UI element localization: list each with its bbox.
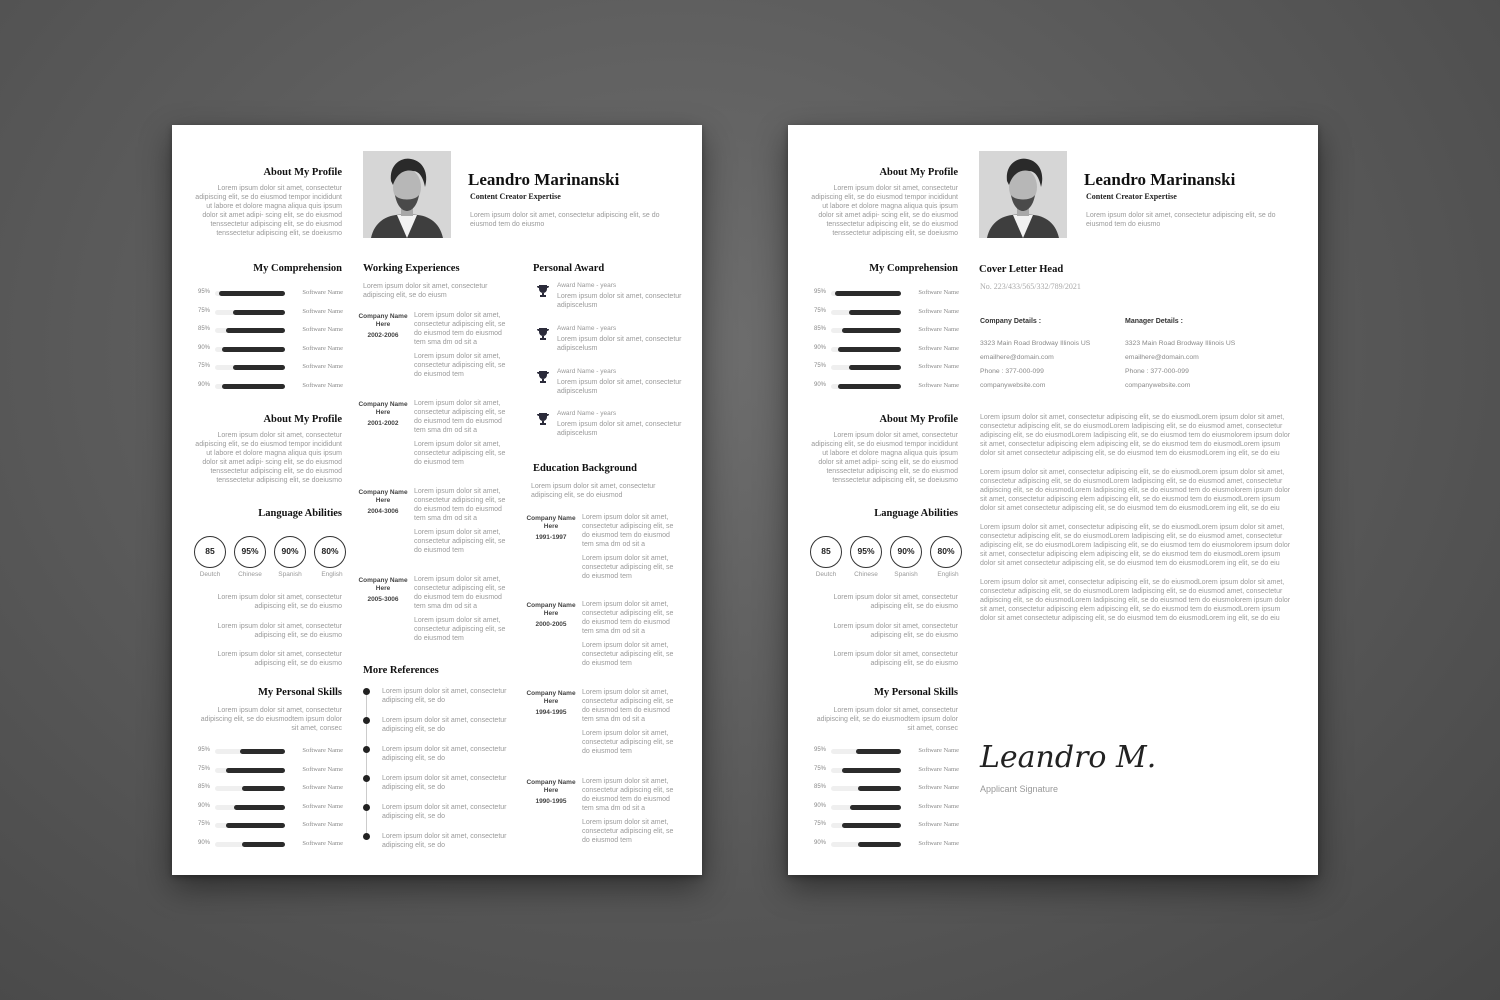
candidate-name: Leandro Marinanski: [468, 170, 620, 189]
skill-percent: 90%: [198, 802, 211, 809]
skill-percent: 90%: [814, 839, 827, 846]
skill-bar-track: [215, 805, 285, 810]
skill-percent: 75%: [814, 821, 827, 827]
award-text-3: Lorem ipsum dolor sit amet, consectetur adipiscelusm: [557, 379, 682, 395]
skill-bar-track: [215, 365, 285, 370]
company-phone: Phone : 377-000-099: [980, 368, 1044, 375]
language-note-2: Lorem ipsum dolor sit amet, consectetur adipiscing elit, se do eiusmo: [217, 623, 342, 639]
skill-bar: [222, 384, 285, 389]
experience-para-2a: Lorem ipsum dolor sit amet, consectetur adipiscing elit, se do eiusmod tem do eiusmod tem sma dm od sit a: [414, 400, 506, 434]
skill-bar-track: [831, 823, 901, 828]
skill-row: [814, 344, 959, 354]
skill-software-name: Software Name: [302, 326, 343, 333]
skill-software-name: Software Name: [918, 784, 959, 791]
education-para-3b: Lorem ipsum dolor sit amet, consectetur adipiscing elit, se do eiusmod tem: [582, 730, 674, 755]
skill-software-name: Software Name: [918, 326, 959, 333]
experience-years-4: 2005-3006: [367, 596, 399, 603]
experience-company-2: [358, 401, 408, 428]
experience-company-3: [358, 489, 408, 516]
language-score-1: 85: [810, 536, 842, 568]
skill-software-name: Software Name: [918, 747, 959, 754]
skill-software-name: Software Name: [918, 821, 959, 828]
experience-years-2: 2001-2002: [367, 420, 399, 427]
candidate-subtitle: Content Creator Expertise: [1086, 192, 1177, 201]
trophy-icon: [536, 370, 550, 384]
comprehension-title: My Comprehension: [869, 263, 958, 274]
candidate-subtitle: Content Creator Expertise: [470, 192, 561, 201]
award-3: [557, 368, 682, 396]
language-score-2: 95%: [850, 536, 882, 568]
language-score-3: 90%: [890, 536, 922, 568]
education-desc-2: [582, 600, 680, 673]
skill-percent: 90%: [814, 344, 827, 351]
manager-details: [1125, 315, 1275, 393]
skill-bar-track: [831, 328, 901, 333]
education-company-name-1: Company Name Here: [526, 515, 576, 530]
company-address: 3323 Main Road Brodway Illinois US: [980, 340, 1091, 347]
about-profile-text-2: Lorem ipsum dolor sit amet, consectetur adipiscing elit, se do eiusmod tempor incididunt ut labore et dolore magna aliqua quis ipsum dolor sit amet adipi- scing elit, se do eiusmod tenssectetur adipiscing elit, se do eiusmod tenssectetur adipiscing elit, se doeiusmo: [195, 432, 342, 484]
skill-percent: 75%: [198, 821, 211, 827]
intro-text: Lorem ipsum dolor sit amet, consectetur adipiscing elit, se do eiusmod tem do eiusmo: [470, 212, 660, 228]
skill-software-name: Software Name: [302, 289, 343, 296]
signature-label: Applicant Signature: [980, 784, 1059, 794]
experience-company-name-1: Company Name Here: [358, 313, 408, 328]
language-name-2: Chinese: [854, 571, 878, 578]
skill-bar: [222, 347, 285, 352]
about-profile-title-2: About My Profile: [879, 414, 958, 425]
skill-percent: 85%: [198, 326, 211, 332]
experience-para-4b: Lorem ipsum dolor sit amet, consectetur adipiscing elit, se do eiusmod tem: [414, 617, 506, 642]
skill-percent: 90%: [814, 381, 827, 388]
language-note-2: Lorem ipsum dolor sit amet, consectetur adipiscing elit, se do eiusmo: [833, 623, 958, 639]
skill-bar: [234, 805, 285, 810]
language-note-3: Lorem ipsum dolor sit amet, consectetur adipiscing elit, se do eiusmo: [833, 651, 958, 667]
skill-row: [814, 802, 959, 812]
reference-5: Lorem ipsum dolor sit amet, consectetur adipiscing elit, se do: [382, 804, 507, 820]
cover-paragraph-3: Lorem ipsum dolor sit amet, consectetur adipiscing elit, se do eiusmodLorem ipsum dolor sit amet, consectetur adipiscing elit, se do eiusmodLorem Iadipiscing elit, se do eiusmod amet, consectetur adipiscing elit, se do eiusmodLorem Iadipiscing elit, se do eiusmod tem do eiusmolorem ipsum dolor sit amet, consectetur adipiscing elem adipiscing elit, se do eiusmod tem do eiusmodLorem ipsum dolor sit amet consectetur adipiscing elit, se do eiusmod tem do eiusmodLorem ing elit, se do eiu: [980, 524, 1291, 567]
resume-page: [172, 125, 702, 875]
manager-details-label: Manager Details :: [1125, 318, 1183, 325]
skill-row: [198, 362, 343, 372]
trophy-icon: [536, 284, 550, 298]
reference-1: Lorem ipsum dolor sit amet, consectetur adipiscing elit, se do: [382, 688, 507, 704]
skill-percent: 75%: [814, 765, 827, 772]
skill-bar: [835, 291, 902, 296]
skill-bar-track: [215, 749, 285, 754]
award-text-4: Lorem ipsum dolor sit amet, consectetur adipiscelusm: [557, 421, 682, 437]
skill-software-name: Software Name: [302, 784, 343, 791]
about-profile-title: About My Profile: [263, 167, 342, 178]
education-company-2: [526, 602, 576, 629]
education-years-2: 2000-2005: [535, 621, 567, 628]
skill-row: [198, 325, 343, 335]
skill-percent: 90%: [198, 344, 211, 351]
skill-bar: [240, 749, 286, 754]
skill-bar: [242, 842, 285, 847]
skill-row: [198, 839, 343, 849]
skill-bar: [858, 842, 901, 847]
cover-paragraph-2: Lorem ipsum dolor sit amet, consectetur adipiscing elit, se do eiusmodLorem ipsum dolor sit amet, consectetur adipiscing elit, se do eiusmodLorem Iadipiscing elit, se do eiusmod amet, consectetur adipiscing elit, se do eiusmodLorem Iadipiscing elit, se do eiusmod tem do eiusmolorem ipsum dolor sit amet, consectetur adipiscing elem adipiscing elit, se do eiusmod tem do eiusmodLorem ipsum dolor sit amet consectetur adipiscing elit, se do eiusmod tem do eiusmodLorem ing elit, se do eiu: [980, 469, 1291, 512]
personal-skills-title: My Personal Skills: [873, 687, 958, 698]
reference-4: Lorem ipsum dolor sit amet, consectetur adipiscing elit, se do: [382, 775, 507, 791]
skill-bar: [219, 291, 286, 296]
skill-software-name: Software Name: [918, 307, 959, 315]
education-para-1b: Lorem ipsum dolor sit amet, consectetur adipiscing elit, se do eiusmod tem: [582, 555, 674, 580]
experience-years-1: 2002-2006: [367, 332, 399, 339]
reference-dot-3: [363, 746, 370, 753]
personal-skills-text: Lorem ipsum dolor sit amet, consectetur adipiscing elit, se do eiusmodtem ipsum dolor sit amet, consec: [816, 707, 958, 732]
skill-software-name: Software Name: [302, 363, 343, 370]
cover-paragraph-4: Lorem ipsum dolor sit amet, consectetur adipiscing elit, se do eiusmodLorem ipsum dolor sit amet, consectetur adipiscing elit, se do eiusmodLorem Iadipiscing elit, se do eiusmod amet, consectetur adipiscing elit, se do eiusmodLorem Iadipiscing elit, se do eiusmod tem do eiusmolorem ipsum dolor sit amet, consectetur adipiscing elem adipiscing elit, se do eiusmod tem do eiusmodLorem ipsum dolor sit amet consectetur adipiscing elit, se do eiusmod tem do eiusmodLorem ing elit, se do eiu: [980, 579, 1291, 622]
reference-3: Lorem ipsum dolor sit amet, consectetur adipiscing elit, se do: [382, 746, 507, 762]
skill-bar-track: [215, 768, 285, 773]
skill-row: [814, 783, 959, 793]
intro-text: Lorem ipsum dolor sit amet, consectetur adipiscing elit, se do eiusmod tem do eiusmo: [1086, 212, 1276, 228]
experience-para-3b: Lorem ipsum dolor sit amet, consectetur adipiscing elit, se do eiusmod tem: [414, 529, 506, 554]
skill-row: [814, 325, 959, 335]
experience-years-3: 2004-3006: [367, 508, 399, 515]
skill-bar: [858, 786, 901, 791]
skill-row: [814, 288, 959, 298]
skill-percent: 95%: [814, 747, 827, 753]
skill-bar: [838, 384, 901, 389]
skill-bar: [233, 365, 286, 370]
cover-letter-body: [980, 413, 1296, 633]
language-name-3: Spanish: [894, 571, 918, 578]
manager-address: 3323 Main Road Brodway Illinois US: [1125, 340, 1236, 347]
reference-dot-6: [363, 833, 370, 840]
skill-percent: 95%: [198, 747, 211, 753]
skill-software-name: Software Name: [918, 344, 959, 352]
skill-bar: [838, 347, 901, 352]
experience-company-name-2: Company Name Here: [358, 401, 408, 416]
cover-letter-number: No. 223/433/565/332/789/2021: [980, 282, 1081, 291]
skill-row: [198, 802, 343, 812]
cover-letter-title: Cover Letter Head: [979, 264, 1064, 275]
skill-row: [814, 381, 959, 391]
skill-software-name: Software Name: [918, 381, 959, 389]
skill-software-name: Software Name: [918, 765, 959, 773]
experience-desc-2: [414, 399, 512, 472]
education-company-name-2: Company Name Here: [526, 602, 576, 617]
skill-bar-track: [215, 384, 285, 389]
skill-percent: 95%: [814, 289, 827, 295]
skill-row: [198, 783, 343, 793]
about-profile-text: Lorem ipsum dolor sit amet, consectetur adipiscing elit, se do eiusmod tempor incididunt ut labore et dolore magna aliqua quis ipsum dolor sit amet adipi- scing elit, se do eiusmod tenssectetur adipiscing elit, se do eiusmod tenssectetur adipiscing elit, se doeiusmo: [195, 185, 342, 237]
skill-row: [198, 307, 343, 317]
skill-bar: [849, 365, 902, 370]
award-text-1: Lorem ipsum dolor sit amet, consectetur adipiscelusm: [557, 293, 682, 309]
reference-dot-5: [363, 804, 370, 811]
about-profile-title: About My Profile: [879, 167, 958, 178]
skill-bar-track: [215, 291, 285, 296]
company-email: emailhere@domain.com: [980, 354, 1054, 361]
skill-bar-track: [215, 328, 285, 333]
skill-row: [814, 307, 959, 317]
reference-dot-4: [363, 775, 370, 782]
experience-title: Working Experiences: [363, 263, 460, 274]
skill-bar: [242, 786, 285, 791]
skill-bar: [226, 768, 286, 773]
skill-bar-track: [215, 786, 285, 791]
skill-bar: [849, 310, 902, 315]
skill-percent: 95%: [198, 289, 211, 295]
language-name-1: Deutch: [199, 571, 221, 578]
experience-desc-1: [414, 311, 512, 384]
education-intro: Lorem ipsum dolor sit amet, consectetur adipiscing elit, se do eiusmod: [531, 483, 656, 499]
education-company-1: [526, 515, 576, 542]
language-note-1: Lorem ipsum dolor sit amet, consectetur adipiscing elit, se do eiusmo: [833, 594, 958, 610]
references-timeline: [366, 691, 367, 836]
education-desc-1: [582, 513, 680, 586]
skill-percent: 75%: [814, 307, 827, 314]
experience-company-name-3: Company Name Here: [358, 489, 408, 504]
education-para-4a: Lorem ipsum dolor sit amet, consectetur adipiscing elit, se do eiusmod tem do eiusmod tem sma dm od sit a: [582, 778, 674, 812]
cover-paragraph-1: Lorem ipsum dolor sit amet, consectetur adipiscing elit, se do eiusmodLorem ipsum dolor sit amet, consectetur adipiscing elit, se do eiusmodLorem Iadipiscing elit, se do eiusmod amet, consectetur adipiscing elit, se do eiusmodLorem Iadipiscing elit, se do eiusmod tem do eiusmolorem ipsum dolor sit amet, consectetur adipiscing elem adipiscing elit, se do eiusmod tem do eiusmodLorem ipsum dolor sit amet consectetur adipiscing elit, se do eiusmod tem do eiusmodLorem ing elit, se do eiu: [980, 414, 1291, 457]
skill-percent: 85%: [814, 784, 827, 790]
language-note-1: Lorem ipsum dolor sit amet, consectetur adipiscing elit, se do eiusmo: [217, 594, 342, 610]
experience-company-1: [358, 313, 408, 340]
education-years-3: 1994-1995: [535, 709, 567, 716]
award-name-3: Award Name - years: [557, 368, 617, 375]
trophy-icon: [536, 412, 550, 426]
language-name-4: English: [937, 571, 959, 578]
manager-email: emailhere@domain.com: [1125, 354, 1199, 361]
language-note-3: Lorem ipsum dolor sit amet, consectetur adipiscing elit, se do eiusmo: [217, 651, 342, 667]
skill-bar: [226, 328, 286, 333]
education-company-3: [526, 690, 576, 717]
experience-company-name-4: Company Name Here: [358, 577, 408, 592]
skill-row: [814, 362, 959, 372]
experience-para-3a: Lorem ipsum dolor sit amet, consectetur adipiscing elit, se do eiusmod tem do eiusmod tem sma dm od sit a: [414, 488, 506, 522]
award-2: [557, 325, 682, 353]
award-text-2: Lorem ipsum dolor sit amet, consectetur adipiscelusm: [557, 336, 682, 352]
reference-dot-2: [363, 717, 370, 724]
skill-bar-track: [215, 347, 285, 352]
manager-website: companywebsite.com: [1125, 382, 1191, 389]
skill-software-name: Software Name: [302, 747, 343, 754]
award-name-4: Award Name - years: [557, 410, 617, 417]
reference-dot-1: [363, 688, 370, 695]
language-score-4: 80%: [314, 536, 346, 568]
manager-phone: Phone : 377-000-099: [1125, 368, 1189, 375]
skill-software-name: Software Name: [302, 821, 343, 828]
award-name-1: Award Name - years: [557, 282, 617, 289]
company-details: [980, 315, 1120, 393]
skill-row: [198, 288, 343, 298]
skill-percent: 75%: [198, 363, 211, 369]
experience-para-4a: Lorem ipsum dolor sit amet, consectetur adipiscing elit, se do eiusmod tem do eiusmod tem sma dm od sit a: [414, 576, 506, 610]
skill-bar: [850, 805, 901, 810]
language-name-3: Spanish: [278, 571, 302, 578]
comprehension-title: My Comprehension: [253, 263, 342, 274]
education-company-4: [526, 779, 576, 806]
about-profile-text: Lorem ipsum dolor sit amet, consectetur adipiscing elit, se do eiusmod tempor incididunt ut labore et dolore magna aliqua quis ipsum dolor sit amet adipi- scing elit, se do eiusmod tenssectetur adipiscing elit, se do eiusmod tenssectetur adipiscing elit, se doeiusmo: [811, 185, 958, 237]
personal-skills-text: Lorem ipsum dolor sit amet, consectetur adipiscing elit, se do eiusmodtem ipsum dolor sit amet, consec: [200, 707, 342, 732]
reference-6: Lorem ipsum dolor sit amet, consectetur adipiscing elit, se do: [382, 833, 507, 849]
skill-bar-track: [215, 823, 285, 828]
skill-bar-track: [831, 805, 901, 810]
skill-bar-track: [831, 768, 901, 773]
language-title: Language Abilities: [874, 508, 958, 519]
experience-para-2b: Lorem ipsum dolor sit amet, consectetur adipiscing elit, se do eiusmod tem: [414, 441, 506, 466]
language-name-2: Chinese: [238, 571, 262, 578]
language-name-4: English: [321, 571, 343, 578]
experience-intro: Lorem ipsum dolor sit amet, consectetur adipiscing elit, se do eiusm: [363, 283, 488, 299]
skill-bar-track: [831, 365, 901, 370]
education-company-name-3: Company Name Here: [526, 690, 576, 705]
about-profile-title-2: About My Profile: [263, 414, 342, 425]
skill-software-name: Software Name: [918, 289, 959, 296]
skill-software-name: Software Name: [302, 839, 343, 847]
experience-desc-3: [414, 487, 512, 560]
education-para-4b: Lorem ipsum dolor sit amet, consectetur adipiscing elit, se do eiusmod tem: [582, 819, 674, 844]
experience-desc-4: [414, 575, 512, 648]
skill-bar-track: [831, 786, 901, 791]
trophy-icon: [536, 327, 550, 341]
skill-software-name: Software Name: [302, 381, 343, 389]
education-years-1: 1991-1997: [535, 534, 567, 541]
language-score-3: 90%: [274, 536, 306, 568]
skill-bar: [842, 328, 902, 333]
skill-software-name: Software Name: [918, 802, 959, 810]
language-name-1: Deutch: [815, 571, 837, 578]
skill-percent: 75%: [814, 363, 827, 369]
skill-bar: [842, 768, 902, 773]
skill-percent: 90%: [198, 839, 211, 846]
language-score-1: 85: [194, 536, 226, 568]
company-details-label: Company Details :: [980, 318, 1042, 325]
education-para-3a: Lorem ipsum dolor sit amet, consectetur adipiscing elit, se do eiusmod tem do eiusmod tem sma dm od sit a: [582, 689, 674, 723]
language-score-2: 95%: [234, 536, 266, 568]
skill-percent: 90%: [198, 381, 211, 388]
reference-2: Lorem ipsum dolor sit amet, consectetur adipiscing elit, se do: [382, 717, 507, 733]
education-para-2a: Lorem ipsum dolor sit amet, consectetur adipiscing elit, se do eiusmod tem do eiusmod tem sma dm od sit a: [582, 601, 674, 635]
skill-software-name: Software Name: [302, 307, 343, 315]
company-website: companywebsite.com: [980, 382, 1046, 389]
skill-row: [198, 344, 343, 354]
skill-row: [814, 746, 959, 756]
skill-row: [198, 820, 343, 830]
award-1: [557, 282, 682, 310]
skill-software-name: Software Name: [302, 344, 343, 352]
skill-percent: 75%: [198, 307, 211, 314]
skill-percent: 85%: [814, 326, 827, 332]
education-title: Education Background: [533, 463, 637, 474]
education-para-1a: Lorem ipsum dolor sit amet, consectetur adipiscing elit, se do eiusmod tem do eiusmod tem sma dm od sit a: [582, 514, 674, 548]
skill-bar: [233, 310, 286, 315]
education-desc-4: [582, 777, 680, 850]
cover-letter-page: [788, 125, 1318, 875]
skill-bar: [856, 749, 902, 754]
profile-photo: [363, 151, 451, 238]
skill-bar-track: [215, 842, 285, 847]
skill-row: [814, 820, 959, 830]
skill-software-name: Software Name: [918, 839, 959, 847]
skill-bar-track: [831, 384, 901, 389]
skill-bar: [842, 823, 902, 828]
references-title: More References: [363, 665, 439, 676]
skill-bar: [226, 823, 286, 828]
skill-row: [814, 765, 959, 775]
about-profile-text-2: Lorem ipsum dolor sit amet, consectetur adipiscing elit, se do eiusmod tempor incididunt ut labore et dolore magna aliqua quis ipsum dolor sit amet adipi- scing elit, se do eiusmod tenssectetur adipiscing elit, se do eiusmod tenssectetur adipiscing elit, se doeiusmo: [811, 432, 958, 484]
candidate-name: Leandro Marinanski: [1084, 170, 1236, 189]
skill-row: [814, 839, 959, 849]
award-4: [557, 410, 682, 438]
skill-row: [198, 381, 343, 391]
skill-software-name: Software Name: [302, 802, 343, 810]
language-title: Language Abilities: [258, 508, 342, 519]
skill-row: [198, 746, 343, 756]
skill-software-name: Software Name: [302, 765, 343, 773]
skill-percent: 75%: [198, 765, 211, 772]
personal-skills-title: My Personal Skills: [257, 687, 342, 698]
education-years-4: 1990-1995: [535, 798, 567, 805]
skill-row: [198, 765, 343, 775]
experience-para-1a: Lorem ipsum dolor sit amet, consectetur adipiscing elit, se do eiusmod tem do eiusmod tem sma dm od sit a: [414, 312, 506, 346]
skill-bar-track: [831, 749, 901, 754]
education-desc-3: [582, 688, 680, 761]
education-para-2b: Lorem ipsum dolor sit amet, consectetur adipiscing elit, se do eiusmod tem: [582, 642, 674, 667]
profile-photo: [979, 151, 1067, 238]
applicant-signature: Leandro M.: [980, 740, 1157, 775]
experience-para-1b: Lorem ipsum dolor sit amet, consectetur adipiscing elit, se do eiusmod tem: [414, 353, 506, 378]
skill-bar-track: [831, 842, 901, 847]
skill-bar-track: [831, 347, 901, 352]
skill-percent: 90%: [814, 802, 827, 809]
language-score-4: 80%: [930, 536, 962, 568]
skill-software-name: Software Name: [918, 363, 959, 370]
award-name-2: Award Name - years: [557, 325, 617, 332]
skill-percent: 85%: [198, 784, 211, 790]
education-company-name-4: Company Name Here: [526, 779, 576, 794]
skill-bar-track: [215, 310, 285, 315]
skill-bar-track: [831, 291, 901, 296]
skill-bar-track: [831, 310, 901, 315]
awards-title: Personal Award: [533, 263, 605, 274]
experience-company-4: [358, 577, 408, 604]
